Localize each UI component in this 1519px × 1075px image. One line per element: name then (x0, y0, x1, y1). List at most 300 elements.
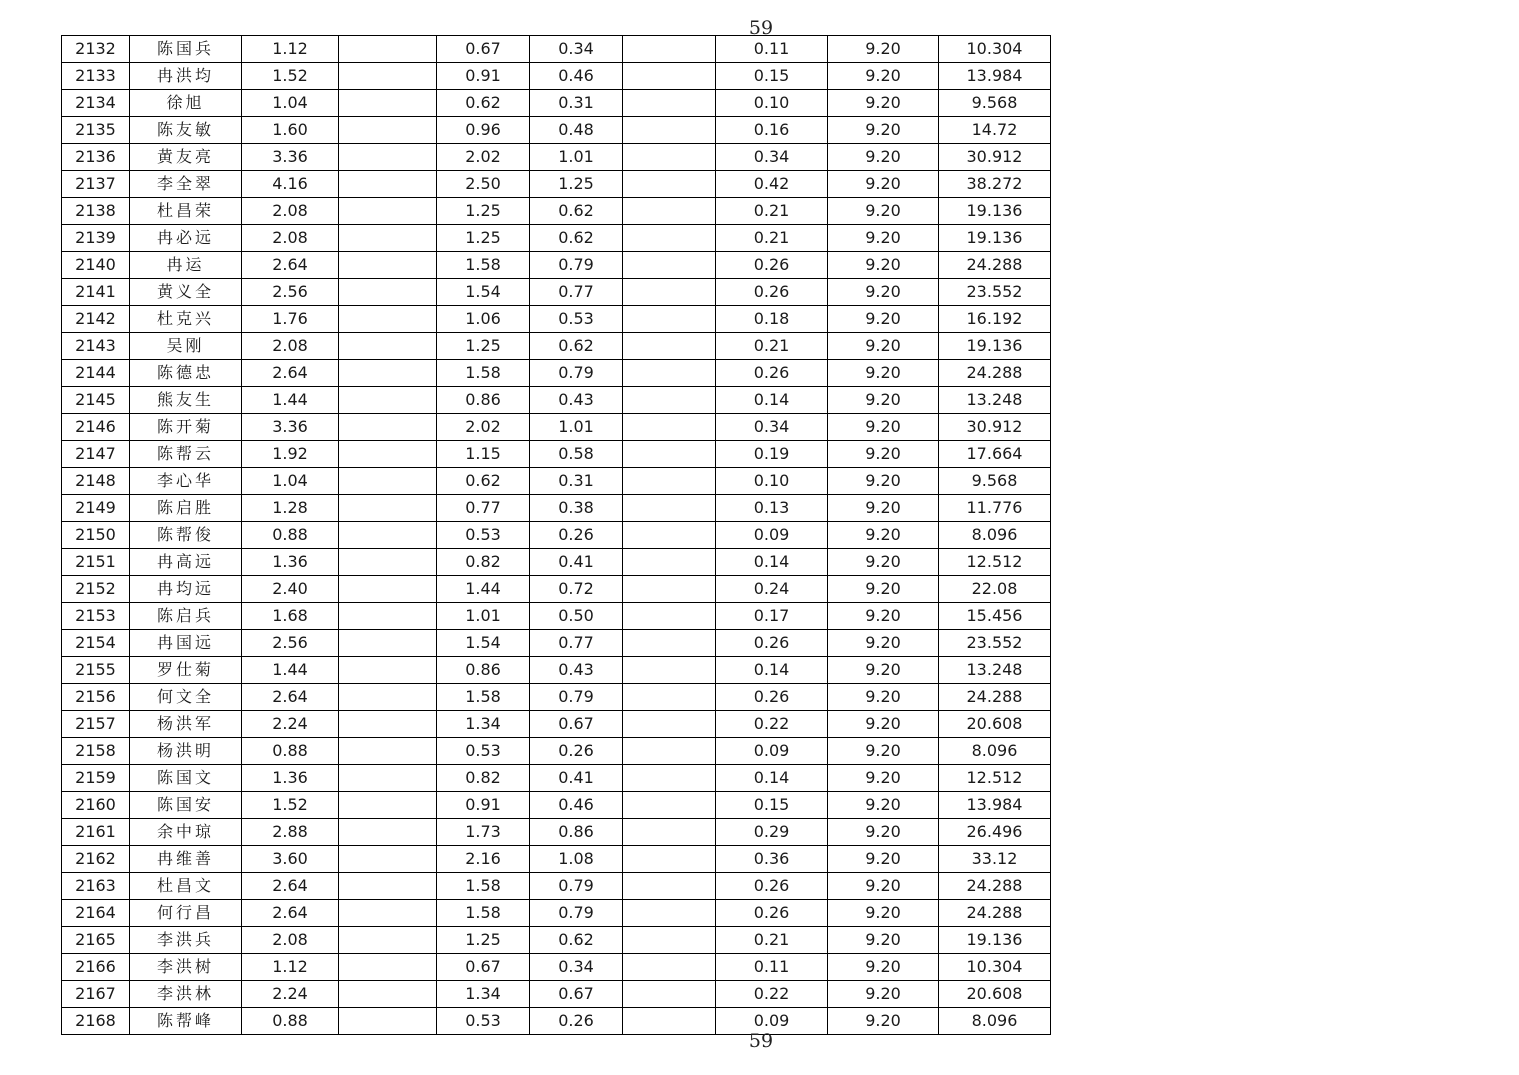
cell-blank-a (339, 765, 437, 792)
cell-value-b: 1.34 (437, 711, 530, 738)
cell-name: 冉国远 (130, 630, 242, 657)
cell-blank-a (339, 117, 437, 144)
table-row (62, 954, 1051, 981)
cell-total: 8.096 (939, 738, 1051, 765)
cell-blank-b (623, 225, 716, 252)
cell-value-c: 0.46 (530, 792, 623, 819)
cell-total: 23.552 (939, 630, 1051, 657)
cell-name: 陈国兵 (130, 36, 242, 63)
cell-row-id: 2165 (62, 927, 130, 954)
table-row (62, 144, 1051, 171)
cell-value-c: 0.26 (530, 522, 623, 549)
cell-value-b: 0.53 (437, 738, 530, 765)
cell-name: 杨洪军 (130, 711, 242, 738)
cell-value-c: 0.62 (530, 333, 623, 360)
cell-value-a: 1.52 (242, 63, 339, 90)
table-row (62, 738, 1051, 765)
cell-blank-a (339, 873, 437, 900)
cell-row-id: 2138 (62, 198, 130, 225)
cell-value-a: 2.64 (242, 684, 339, 711)
cell-rate: 9.20 (828, 198, 939, 225)
cell-total: 13.984 (939, 63, 1051, 90)
cell-blank-b (623, 468, 716, 495)
cell-name: 陈帮峰 (130, 1008, 242, 1035)
cell-value-b: 1.54 (437, 279, 530, 306)
cell-value-d: 0.10 (716, 90, 828, 117)
cell-value-c: 0.62 (530, 198, 623, 225)
cell-total: 12.512 (939, 765, 1051, 792)
cell-rate: 9.20 (828, 576, 939, 603)
cell-rate: 9.20 (828, 846, 939, 873)
cell-blank-b (623, 819, 716, 846)
cell-rate: 9.20 (828, 117, 939, 144)
cell-value-c: 0.79 (530, 360, 623, 387)
table-row (62, 630, 1051, 657)
cell-value-d: 0.09 (716, 1008, 828, 1035)
cell-value-b: 0.62 (437, 468, 530, 495)
cell-blank-a (339, 360, 437, 387)
cell-row-id: 2142 (62, 306, 130, 333)
cell-blank-a (339, 603, 437, 630)
cell-total: 15.456 (939, 603, 1051, 630)
table-row (62, 252, 1051, 279)
cell-rate: 9.20 (828, 468, 939, 495)
cell-value-b: 1.73 (437, 819, 530, 846)
cell-row-id: 2160 (62, 792, 130, 819)
table-row (62, 279, 1051, 306)
cell-value-a: 1.12 (242, 954, 339, 981)
cell-rate: 9.20 (828, 360, 939, 387)
cell-row-id: 2167 (62, 981, 130, 1008)
cell-rate: 9.20 (828, 819, 939, 846)
cell-rate: 9.20 (828, 981, 939, 1008)
cell-value-c: 0.41 (530, 765, 623, 792)
page-number-bottom: 59 (748, 1030, 774, 1052)
cell-value-a: 2.08 (242, 198, 339, 225)
cell-value-b: 1.58 (437, 360, 530, 387)
cell-rate: 9.20 (828, 36, 939, 63)
cell-row-id: 2144 (62, 360, 130, 387)
cell-total: 24.288 (939, 252, 1051, 279)
cell-value-b: 2.02 (437, 414, 530, 441)
cell-value-c: 0.79 (530, 900, 623, 927)
cell-row-id: 2136 (62, 144, 130, 171)
table-row (62, 792, 1051, 819)
cell-value-d: 0.22 (716, 711, 828, 738)
table-row (62, 414, 1051, 441)
cell-total: 24.288 (939, 873, 1051, 900)
cell-value-b: 0.53 (437, 522, 530, 549)
cell-name: 吴刚 (130, 333, 242, 360)
cell-row-id: 2166 (62, 954, 130, 981)
cell-total: 24.288 (939, 684, 1051, 711)
cell-name: 陈帮俊 (130, 522, 242, 549)
cell-blank-a (339, 468, 437, 495)
table-row (62, 657, 1051, 684)
cell-blank-a (339, 738, 437, 765)
cell-value-d: 0.22 (716, 981, 828, 1008)
cell-blank-a (339, 819, 437, 846)
cell-value-b: 1.25 (437, 927, 530, 954)
cell-blank-a (339, 846, 437, 873)
cell-value-b: 0.82 (437, 549, 530, 576)
cell-blank-a (339, 522, 437, 549)
cell-row-id: 2153 (62, 603, 130, 630)
cell-row-id: 2135 (62, 117, 130, 144)
cell-value-c: 1.01 (530, 144, 623, 171)
cell-blank-a (339, 711, 437, 738)
cell-value-c: 0.38 (530, 495, 623, 522)
cell-value-a: 1.92 (242, 441, 339, 468)
cell-blank-b (623, 36, 716, 63)
cell-blank-b (623, 144, 716, 171)
cell-name: 罗仕菊 (130, 657, 242, 684)
cell-value-c: 0.26 (530, 738, 623, 765)
cell-name: 冉洪均 (130, 63, 242, 90)
cell-value-a: 2.24 (242, 711, 339, 738)
cell-value-d: 0.17 (716, 603, 828, 630)
cell-value-b: 1.25 (437, 225, 530, 252)
table-row (62, 198, 1051, 225)
cell-row-id: 2152 (62, 576, 130, 603)
cell-blank-a (339, 1008, 437, 1035)
cell-name: 杜昌文 (130, 873, 242, 900)
table-row (62, 576, 1051, 603)
cell-value-c: 0.43 (530, 387, 623, 414)
cell-value-b: 1.15 (437, 441, 530, 468)
cell-name: 冉均远 (130, 576, 242, 603)
cell-rate: 9.20 (828, 792, 939, 819)
cell-value-d: 0.26 (716, 873, 828, 900)
cell-value-d: 0.09 (716, 522, 828, 549)
cell-blank-a (339, 657, 437, 684)
cell-value-a: 2.08 (242, 225, 339, 252)
cell-blank-b (623, 495, 716, 522)
table-row (62, 765, 1051, 792)
cell-rate: 9.20 (828, 225, 939, 252)
cell-name: 陈国安 (130, 792, 242, 819)
cell-name: 何文全 (130, 684, 242, 711)
cell-total: 16.192 (939, 306, 1051, 333)
cell-value-b: 1.58 (437, 252, 530, 279)
cell-rate: 9.20 (828, 441, 939, 468)
cell-value-a: 3.60 (242, 846, 339, 873)
cell-row-id: 2145 (62, 387, 130, 414)
cell-value-d: 0.11 (716, 954, 828, 981)
cell-row-id: 2154 (62, 630, 130, 657)
cell-total: 11.776 (939, 495, 1051, 522)
cell-value-d: 0.15 (716, 63, 828, 90)
cell-total: 13.248 (939, 657, 1051, 684)
cell-value-a: 2.24 (242, 981, 339, 1008)
cell-rate: 9.20 (828, 738, 939, 765)
cell-blank-b (623, 279, 716, 306)
cell-blank-a (339, 900, 437, 927)
table-row (62, 306, 1051, 333)
cell-row-id: 2159 (62, 765, 130, 792)
cell-blank-b (623, 657, 716, 684)
cell-value-a: 2.64 (242, 873, 339, 900)
cell-value-b: 1.01 (437, 603, 530, 630)
cell-value-a: 1.52 (242, 792, 339, 819)
cell-value-d: 0.21 (716, 225, 828, 252)
cell-value-b: 1.58 (437, 684, 530, 711)
table-row (62, 117, 1051, 144)
table-row (62, 90, 1051, 117)
cell-value-d: 0.29 (716, 819, 828, 846)
cell-blank-b (623, 549, 716, 576)
cell-row-id: 2150 (62, 522, 130, 549)
cell-blank-a (339, 927, 437, 954)
table-row (62, 63, 1051, 90)
cell-blank-b (623, 981, 716, 1008)
cell-total: 24.288 (939, 360, 1051, 387)
cell-rate: 9.20 (828, 90, 939, 117)
cell-total: 26.496 (939, 819, 1051, 846)
cell-value-c: 0.62 (530, 927, 623, 954)
cell-total: 20.608 (939, 981, 1051, 1008)
cell-value-d: 0.10 (716, 468, 828, 495)
cell-row-id: 2140 (62, 252, 130, 279)
cell-blank-a (339, 333, 437, 360)
cell-rate: 9.20 (828, 765, 939, 792)
cell-value-c: 0.48 (530, 117, 623, 144)
cell-blank-a (339, 306, 437, 333)
cell-rate: 9.20 (828, 900, 939, 927)
cell-row-id: 2157 (62, 711, 130, 738)
cell-rate: 9.20 (828, 495, 939, 522)
cell-name: 李洪树 (130, 954, 242, 981)
cell-total: 38.272 (939, 171, 1051, 198)
cell-blank-b (623, 414, 716, 441)
cell-total: 20.608 (939, 711, 1051, 738)
table-row (62, 522, 1051, 549)
cell-blank-b (623, 333, 716, 360)
cell-value-a: 1.36 (242, 549, 339, 576)
cell-blank-b (623, 1008, 716, 1035)
cell-value-b: 1.06 (437, 306, 530, 333)
cell-blank-a (339, 36, 437, 63)
cell-rate: 9.20 (828, 711, 939, 738)
cell-value-b: 1.54 (437, 630, 530, 657)
cell-value-a: 1.04 (242, 468, 339, 495)
cell-total: 19.136 (939, 198, 1051, 225)
page-number-top: 59 (748, 17, 774, 39)
cell-value-a: 2.64 (242, 360, 339, 387)
cell-name: 李洪林 (130, 981, 242, 1008)
cell-blank-b (623, 684, 716, 711)
table-row (62, 387, 1051, 414)
cell-value-c: 0.62 (530, 225, 623, 252)
cell-blank-a (339, 954, 437, 981)
cell-blank-a (339, 441, 437, 468)
cell-blank-b (623, 792, 716, 819)
cell-row-id: 2168 (62, 1008, 130, 1035)
cell-name: 陈国文 (130, 765, 242, 792)
cell-row-id: 2141 (62, 279, 130, 306)
cell-value-c: 0.50 (530, 603, 623, 630)
cell-name: 陈帮云 (130, 441, 242, 468)
cell-blank-b (623, 441, 716, 468)
cell-value-a: 1.44 (242, 657, 339, 684)
cell-rate: 9.20 (828, 306, 939, 333)
cell-total: 9.568 (939, 90, 1051, 117)
cell-rate: 9.20 (828, 171, 939, 198)
cell-value-c: 0.31 (530, 90, 623, 117)
cell-value-a: 1.44 (242, 387, 339, 414)
cell-blank-b (623, 387, 716, 414)
cell-name: 陈德忠 (130, 360, 242, 387)
cell-name: 黄友亮 (130, 144, 242, 171)
cell-rate: 9.20 (828, 387, 939, 414)
cell-value-a: 0.88 (242, 1008, 339, 1035)
table-row (62, 549, 1051, 576)
cell-name: 杨洪明 (130, 738, 242, 765)
cell-blank-a (339, 144, 437, 171)
cell-value-d: 0.14 (716, 387, 828, 414)
cell-total: 19.136 (939, 225, 1051, 252)
cell-blank-b (623, 900, 716, 927)
cell-blank-b (623, 117, 716, 144)
cell-value-d: 0.24 (716, 576, 828, 603)
cell-name: 冉高远 (130, 549, 242, 576)
cell-value-c: 0.77 (530, 630, 623, 657)
cell-rate: 9.20 (828, 1008, 939, 1035)
cell-blank-b (623, 873, 716, 900)
cell-value-b: 1.34 (437, 981, 530, 1008)
cell-blank-b (623, 522, 716, 549)
cell-name: 陈启兵 (130, 603, 242, 630)
cell-rate: 9.20 (828, 252, 939, 279)
cell-blank-b (623, 171, 716, 198)
cell-total: 12.512 (939, 549, 1051, 576)
cell-value-d: 0.15 (716, 792, 828, 819)
cell-blank-b (623, 360, 716, 387)
cell-rate: 9.20 (828, 144, 939, 171)
cell-value-d: 0.18 (716, 306, 828, 333)
cell-value-d: 0.14 (716, 549, 828, 576)
cell-name: 冉必远 (130, 225, 242, 252)
cell-value-b: 2.02 (437, 144, 530, 171)
cell-blank-a (339, 981, 437, 1008)
cell-value-a: 2.08 (242, 927, 339, 954)
cell-value-c: 0.79 (530, 684, 623, 711)
cell-blank-b (623, 738, 716, 765)
cell-value-a: 2.56 (242, 630, 339, 657)
cell-blank-a (339, 387, 437, 414)
cell-value-d: 0.21 (716, 333, 828, 360)
cell-value-a: 2.88 (242, 819, 339, 846)
cell-blank-a (339, 252, 437, 279)
cell-name: 陈启胜 (130, 495, 242, 522)
cell-blank-a (339, 171, 437, 198)
cell-total: 8.096 (939, 522, 1051, 549)
cell-value-a: 0.88 (242, 738, 339, 765)
cell-value-d: 0.26 (716, 360, 828, 387)
cell-value-d: 0.13 (716, 495, 828, 522)
cell-row-id: 2137 (62, 171, 130, 198)
cell-name: 黄义全 (130, 279, 242, 306)
cell-blank-a (339, 225, 437, 252)
cell-value-c: 1.01 (530, 414, 623, 441)
data-table (61, 35, 1051, 1035)
cell-value-c: 0.26 (530, 1008, 623, 1035)
cell-value-b: 0.62 (437, 90, 530, 117)
cell-value-b: 1.58 (437, 873, 530, 900)
cell-blank-b (623, 846, 716, 873)
cell-name: 徐旭 (130, 90, 242, 117)
cell-rate: 9.20 (828, 522, 939, 549)
cell-blank-b (623, 198, 716, 225)
table-row (62, 1008, 1051, 1035)
cell-value-d: 0.26 (716, 900, 828, 927)
cell-value-d: 0.26 (716, 279, 828, 306)
cell-value-d: 0.34 (716, 144, 828, 171)
cell-name: 杜克兴 (130, 306, 242, 333)
cell-total: 19.136 (939, 333, 1051, 360)
cell-value-c: 0.41 (530, 549, 623, 576)
cell-rate: 9.20 (828, 657, 939, 684)
cell-name: 李洪兵 (130, 927, 242, 954)
cell-total: 30.912 (939, 414, 1051, 441)
table-row (62, 819, 1051, 846)
cell-value-c: 0.67 (530, 711, 623, 738)
cell-value-b: 0.82 (437, 765, 530, 792)
cell-blank-b (623, 765, 716, 792)
cell-blank-b (623, 252, 716, 279)
cell-row-id: 2158 (62, 738, 130, 765)
table-row (62, 333, 1051, 360)
cell-row-id: 2134 (62, 90, 130, 117)
cell-row-id: 2148 (62, 468, 130, 495)
cell-name: 冉维善 (130, 846, 242, 873)
cell-rate: 9.20 (828, 414, 939, 441)
cell-value-a: 3.36 (242, 414, 339, 441)
cell-value-d: 0.09 (716, 738, 828, 765)
cell-row-id: 2161 (62, 819, 130, 846)
cell-value-d: 0.42 (716, 171, 828, 198)
cell-blank-b (623, 630, 716, 657)
cell-row-id: 2155 (62, 657, 130, 684)
cell-value-a: 1.28 (242, 495, 339, 522)
cell-value-d: 0.34 (716, 414, 828, 441)
cell-value-c: 0.72 (530, 576, 623, 603)
cell-value-b: 0.91 (437, 792, 530, 819)
cell-value-c: 0.53 (530, 306, 623, 333)
table-row (62, 873, 1051, 900)
cell-total: 24.288 (939, 900, 1051, 927)
cell-value-a: 1.76 (242, 306, 339, 333)
cell-rate: 9.20 (828, 927, 939, 954)
cell-value-a: 1.36 (242, 765, 339, 792)
cell-rate: 9.20 (828, 684, 939, 711)
cell-value-a: 2.64 (242, 900, 339, 927)
cell-blank-a (339, 414, 437, 441)
cell-value-c: 0.79 (530, 252, 623, 279)
cell-value-c: 0.34 (530, 954, 623, 981)
cell-rate: 9.20 (828, 63, 939, 90)
cell-rate: 9.20 (828, 333, 939, 360)
cell-value-b: 2.50 (437, 171, 530, 198)
table-row (62, 981, 1051, 1008)
cell-blank-a (339, 279, 437, 306)
cell-blank-b (623, 603, 716, 630)
table-row (62, 846, 1051, 873)
cell-row-id: 2149 (62, 495, 130, 522)
cell-blank-b (623, 90, 716, 117)
cell-value-c: 0.79 (530, 873, 623, 900)
cell-value-b: 0.53 (437, 1008, 530, 1035)
